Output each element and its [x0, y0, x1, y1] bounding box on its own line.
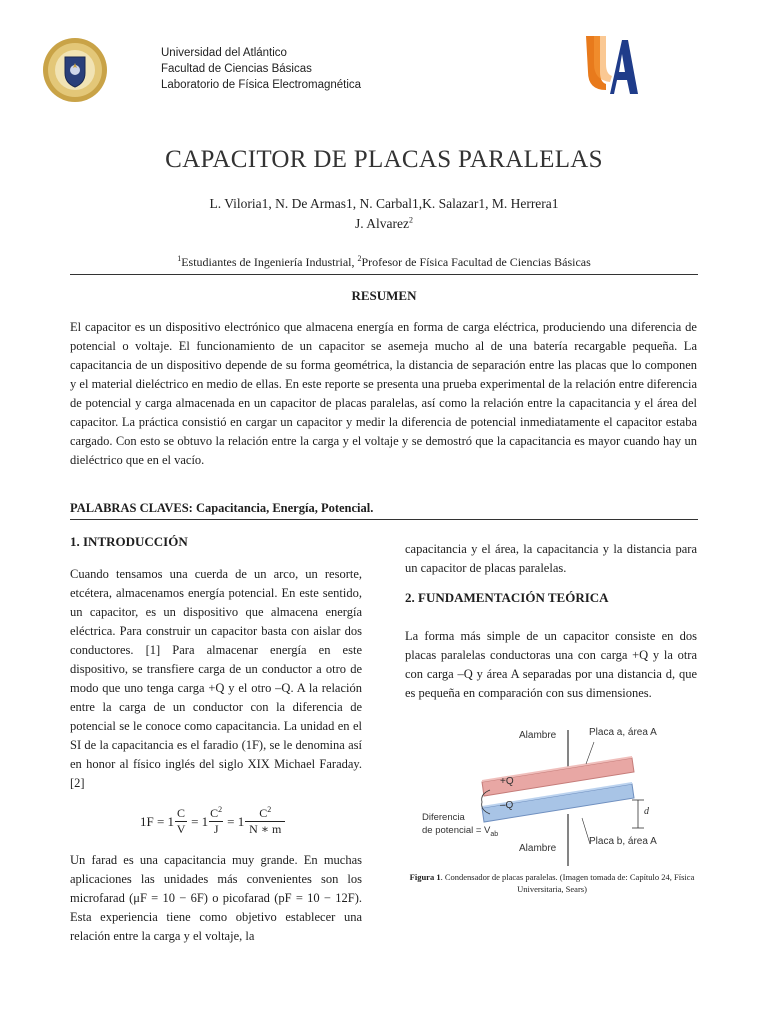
university-name: Universidad del Atlántico [161, 47, 287, 59]
affil-sup-1: 1 [177, 254, 182, 263]
eq-equals-3: = 1 [227, 813, 245, 829]
affiliation [70, 255, 698, 270]
fig-label-plate-a: Placa a, área A [589, 727, 657, 738]
eq-frac-2-den: J [213, 822, 219, 836]
intro-heading: 1. INTRODUCCIÓN [70, 534, 188, 549]
eq-frac-3-num-base: C [259, 806, 268, 820]
figure-caption [407, 871, 697, 895]
authors [0, 194, 768, 234]
intro-text-2: Un farad es una capacitancia muy grande. En muchas aplicaciones las unidades más convenientes son los microfarad (μF = 10 − 6F) o picofarad (pF = 10 − 12F). Esta experiencia tiene como objetivo establecer una relación entre la carga y el voltaje, la [70, 853, 362, 943]
affil-text-2: Profesor de Física Facultad de Ciencias Básicas [361, 255, 591, 269]
fig-label-diff-sub: ab [490, 830, 499, 838]
eq-equals-2: = 1 [191, 813, 209, 829]
faculty-name: Facultad de Ciencias Básicas [161, 63, 312, 75]
university-seal-logo [41, 37, 109, 103]
eq-lhs: 1F = 1 [140, 813, 175, 829]
leader-plate-a [586, 742, 594, 764]
divider-top [70, 274, 698, 275]
fig-label-wire-top: Alambre [519, 730, 557, 741]
intro-text: Cuando tensamos una cuerda de un arco, un resorte, etcétera, almacenamos energía potencial. En este sentido, un capacitor, es un dispositivo que almacena energía eléctrica. Para construir un capacitor basta con aislar dos conductores. [1] Para almacenar energía en este dispositivo, se transfiere carga de un conductor a otro de modo que uno tenga carga +Q y el otro –Q. A la relación entre la carga de un conductor con la diferencia de potencial se le conoce como capacitancia. La unidad en el SI de la capacitancia es el faradio (1F), se le denomina así en honor al físico inglés del siglo XIX Michael Faraday.[2] [70, 567, 362, 790]
resumen-text: El capacitor es un dispositivo electrónico que almacena energía en forma de carga eléctrica, produciendo una diferencia de potencial o voltaje. El funcionamiento de un capacitor se asemeja mucho al de una batería recargable pequeña. La capacitancia de un dispositivo depende de su forma geométrica, la distancia de separación entre las placas que lo componen y el material dieléctrico en medio de ellas. En este reporte se presenta una prueba experimental de la relación entre diferencia de potencial y carga almacenada en un capacitor de placas paralelas, así como la relación entre la capacitancia y el área del capacitor. La práctica consistió en cargar un capacitor y medir la diferencia de potencial inmediatamente el capacitor estaba cargado. Con esto se obtuvo la relación entre la carga y el voltaje y se demostró que la capacitancia es mayor cuando hay un dieléctrico que en el vacío. [70, 320, 697, 467]
fig-label-d: d [644, 806, 649, 817]
farad-equation [140, 806, 285, 837]
eq-frac-2-num-base: C [210, 806, 219, 820]
eq-frac-1-num: C [177, 806, 186, 820]
authors-line-2 [0, 214, 768, 234]
fundamentacion-heading: 2. FUNDAMENTACIÓN TEÓRICA [405, 590, 609, 605]
keywords: PALABRAS CLAVES: Capacitancia, Energía, Potencial. [70, 501, 374, 515]
fig-label-minus-q: –Q [500, 800, 514, 811]
fig-label-plus-q: +Q [500, 776, 514, 787]
lab-name: Laboratorio de Física Electromagnética [161, 79, 362, 91]
eq-frac-3-num-sup: 2 [267, 805, 272, 814]
affil-text-1: Estudiantes de Ingeniería Industrial, [181, 255, 358, 269]
eq-frac-2 [209, 806, 223, 837]
paper-title: CAPACITOR DE PLACAS PARALELAS [165, 146, 603, 173]
right-col-continuation: capacitancia y el área, la capacitancia y la distancia para un capacitor de placas paralelas. [405, 542, 697, 575]
institution-info [161, 45, 361, 93]
eq-frac-3-den: N ∗ m [249, 822, 282, 836]
resumen-heading: RESUMEN [351, 288, 417, 303]
eq-frac-1 [175, 806, 187, 837]
fig-label-plate-b: Placa b, área A [589, 836, 657, 847]
fundamentacion-text: La forma más simple de un capacitor consiste en dos placas paralelas conductoras una con carga +Q y la otra con carga –Q y área A separadas por una distancia d, que es pequeña en comparación con sus dimensiones. [405, 629, 697, 700]
fig-label-diff-2 [422, 825, 498, 838]
author-alvarez: J. Alvarez [355, 216, 409, 231]
fig-label-diff-1: Diferencia [422, 812, 465, 823]
eq-frac-3-num [259, 806, 271, 821]
eq-frac-2-num [210, 806, 222, 821]
fig-label-diff-2-text: de potencial = V [422, 825, 491, 836]
eq-frac-1-den: V [176, 822, 186, 836]
eq-frac-3 [245, 806, 285, 837]
divider-keywords [70, 519, 698, 520]
figure-caption-label: Figura 1 [409, 872, 441, 882]
figure-caption-text: . Condensador de placas paralelas. (Imagen tomada de: Capítulo 24, Física Universitaria, Sears) [440, 872, 695, 894]
author-sup: 2 [408, 215, 413, 225]
authors-line-1: L. Viloria1, N. De Armas1, N. Carbal1,K. Salazar1, M. Herrera1 [209, 196, 559, 211]
ua-logo [584, 34, 638, 96]
eq-frac-2-num-sup: 2 [218, 805, 223, 814]
affil-sup-2: 2 [357, 254, 362, 263]
ua-logo-mark [584, 34, 638, 96]
fig-label-wire-bottom: Alambre [519, 843, 557, 854]
